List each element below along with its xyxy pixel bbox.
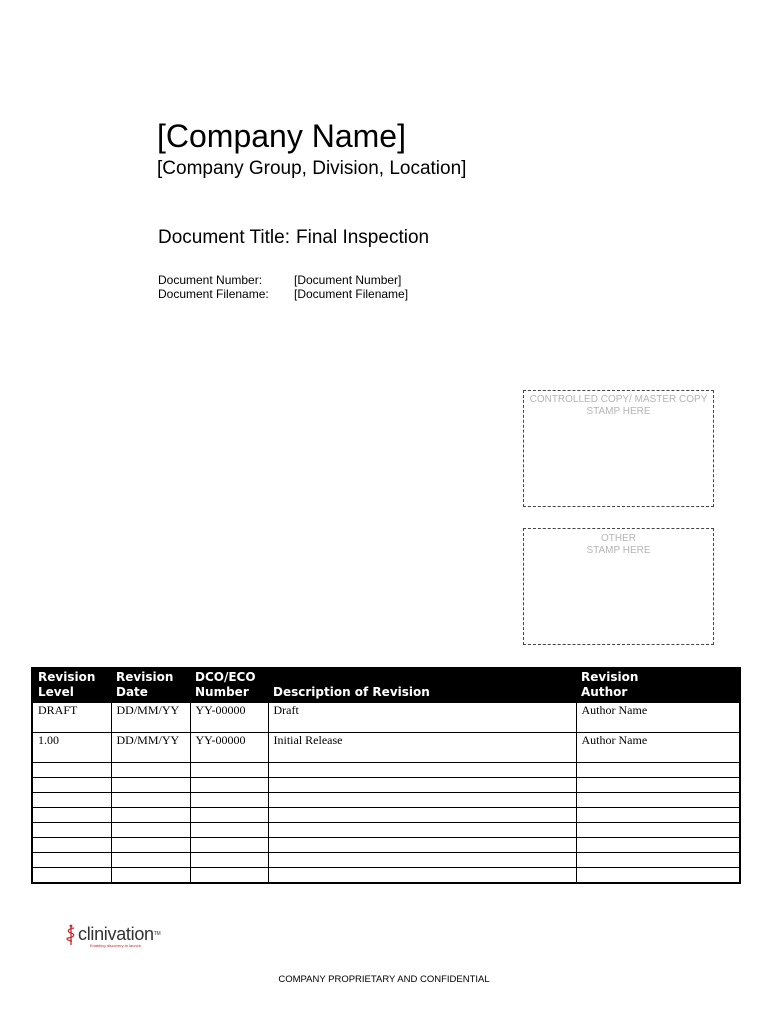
document-filename-row <box>158 287 408 301</box>
cell-revision-level <box>32 763 111 778</box>
cell-description <box>268 778 576 793</box>
cell-author: Author Name <box>576 703 740 733</box>
cell-revision-level: 1.00 <box>32 733 111 763</box>
header-revision-date: Revision Date <box>111 668 190 703</box>
cell-author <box>576 853 740 868</box>
cell-dco-number <box>190 853 268 868</box>
cell-revision-level <box>32 838 111 853</box>
document-title-label: Document Title: <box>158 227 290 248</box>
logo-trademark: TM <box>153 931 161 937</box>
cell-author <box>576 808 740 823</box>
cell-description <box>268 853 576 868</box>
table-row <box>32 853 740 868</box>
cell-revision-date <box>111 778 190 793</box>
cell-revision-date <box>111 868 190 884</box>
stamp-line: CONTROLLED COPY/ MASTER COPY <box>529 394 708 405</box>
cell-revision-date: DD/MM/YY <box>111 733 190 763</box>
table-row <box>32 763 740 778</box>
cell-revision-date <box>111 793 190 808</box>
table-row <box>32 838 740 853</box>
table-row <box>32 868 740 884</box>
document-number-value: [Document Number] <box>294 273 402 287</box>
stamp-line: STAMP HERE <box>586 406 651 417</box>
cell-description <box>268 808 576 823</box>
cell-revision-date <box>111 823 190 838</box>
cell-author <box>576 778 740 793</box>
cell-description <box>268 838 576 853</box>
stamp-line: OTHER <box>601 533 636 544</box>
caduceus-icon <box>66 924 76 946</box>
confidentiality-footer: COMPANY PROPRIETARY AND CONFIDENTIAL <box>278 974 490 985</box>
header-description: Description of Revision <box>268 668 576 703</box>
cell-dco-number <box>190 808 268 823</box>
revision-history-table <box>31 667 741 884</box>
cell-dco-number <box>190 838 268 853</box>
document-meta <box>158 273 408 301</box>
header-revision-level: Revision Level <box>32 668 111 703</box>
table-header-row <box>32 668 740 703</box>
cell-revision-date <box>111 838 190 853</box>
document-number-row <box>158 273 408 287</box>
cell-description <box>268 793 576 808</box>
company-name: [Company Name] <box>157 118 406 154</box>
cell-dco-number <box>190 868 268 884</box>
other-stamp-box <box>523 528 714 645</box>
cell-dco-number <box>190 778 268 793</box>
company-group: [Company Group, Division, Location] <box>157 158 467 179</box>
cell-revision-level <box>32 823 111 838</box>
cell-author <box>576 868 740 884</box>
header-dco-eco-number: DCO/ECO Number <box>190 668 268 703</box>
cell-author <box>576 763 740 778</box>
cell-dco-number: YY-00000 <box>190 703 268 733</box>
logo-tagline: Enabling discovery to launch <box>90 943 141 948</box>
document-number-label: Document Number: <box>158 273 263 287</box>
document-filename-label: Document Filename: <box>158 287 269 301</box>
cell-revision-level <box>32 778 111 793</box>
cell-description: Draft <box>268 703 576 733</box>
cell-dco-number <box>190 823 268 838</box>
logo-name: clinivation <box>78 924 154 944</box>
table-body <box>32 703 740 884</box>
table-row <box>32 808 740 823</box>
cell-description: Initial Release <box>268 733 576 763</box>
document-filename-value: [Document Filename] <box>294 287 409 301</box>
cell-description <box>268 763 576 778</box>
cell-dco-number <box>190 793 268 808</box>
cell-dco-number: YY-00000 <box>190 733 268 763</box>
cell-revision-level <box>32 808 111 823</box>
cell-revision-date <box>111 763 190 778</box>
document-title <box>158 226 429 250</box>
cell-description <box>268 823 576 838</box>
cell-revision-date: DD/MM/YY <box>111 703 190 733</box>
table-row <box>32 793 740 808</box>
table-row <box>32 823 740 838</box>
stamp-line: STAMP HERE <box>586 545 651 556</box>
cell-revision-level <box>32 853 111 868</box>
cell-revision-date <box>111 853 190 868</box>
cell-author <box>576 823 740 838</box>
cell-author: Author Name <box>576 733 740 763</box>
cell-revision-level <box>32 793 111 808</box>
cell-author <box>576 793 740 808</box>
table-row <box>32 703 740 733</box>
table-row <box>32 778 740 793</box>
cell-dco-number <box>190 763 268 778</box>
document-title-value: Final Inspection <box>296 227 430 248</box>
controlled-copy-stamp-box <box>523 390 714 507</box>
cell-description <box>268 868 576 884</box>
clinivation-logo <box>66 924 160 948</box>
table-row <box>32 733 740 763</box>
cell-author <box>576 838 740 853</box>
header-revision-author: Revision Author <box>576 668 740 703</box>
cell-revision-level <box>32 868 111 884</box>
cell-revision-level: DRAFT <box>32 703 111 733</box>
cell-revision-date <box>111 808 190 823</box>
